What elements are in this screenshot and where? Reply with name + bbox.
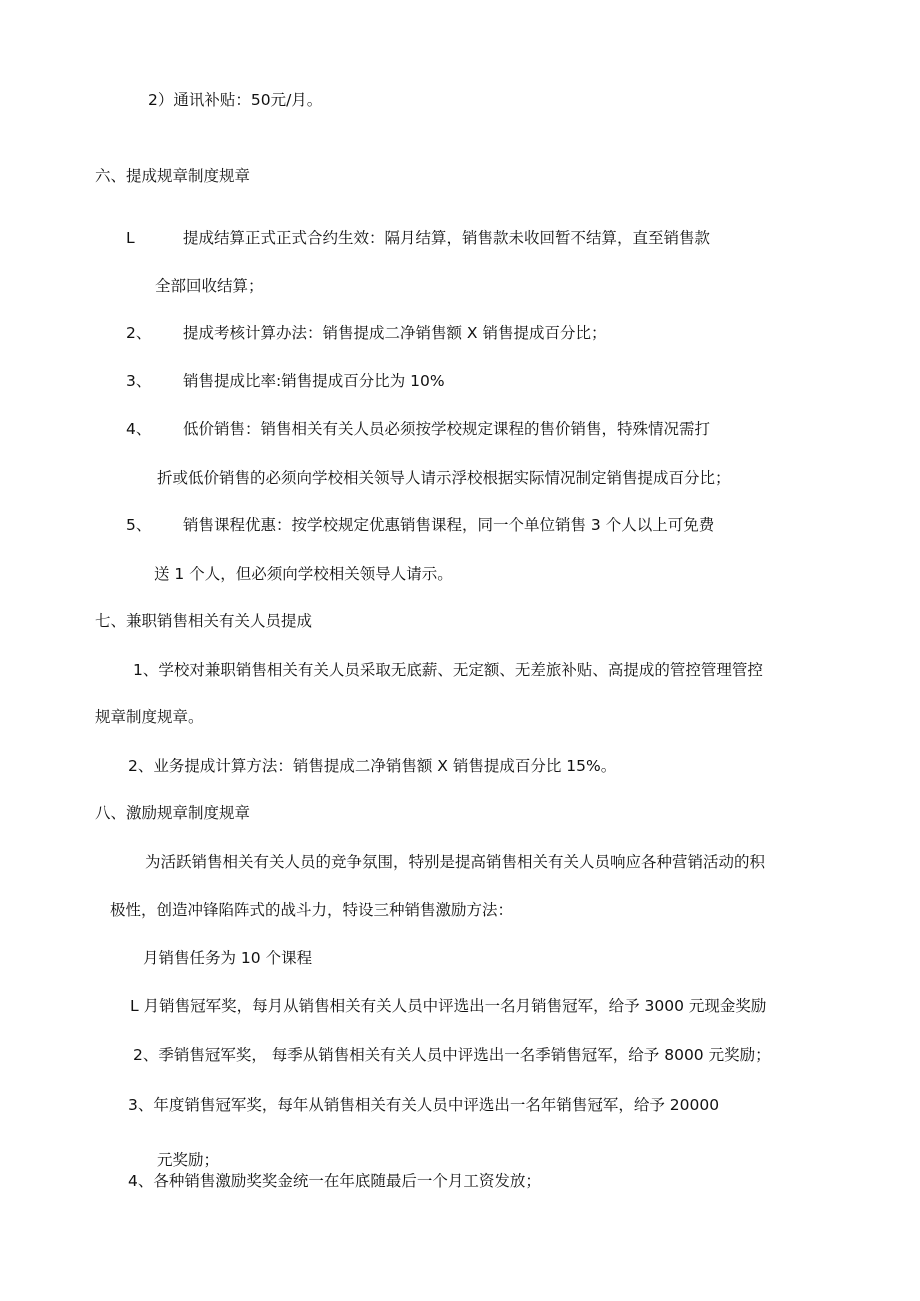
sec7-item2-text: 2、业务提成计算方法：销售提成二净销售额 X 销售提成百分比 15%。 — [128, 757, 617, 775]
section-8-title: 八、激励规章制度规章 — [95, 804, 251, 822]
sec6-item4-number: 4、 — [126, 420, 152, 438]
sec8-intro-continuation: 极性，创造冲锋陷阵式的战斗力，特设三种销售激励方法： — [110, 901, 514, 919]
sec7-item1-text: 1、学校对兼职销售相关有关人员采取无底薪、无定额、无差旅补贴、高提成的管控管理管控 — [133, 661, 763, 679]
sec6-item3-number: 3、 — [126, 372, 152, 390]
sec6-item5-continuation: 送 1 个人，但必须向学校相关领导人请示。 — [154, 565, 453, 583]
sec6-item3-text: 销售提成比率:销售提成百分比为 10% — [183, 372, 445, 390]
sec6-item1-number: L — [126, 229, 135, 247]
sec6-item1-text: 提成结算正式正式合约生效：隔月结算，销售款未收回暂不结算，直至销售款 — [183, 229, 711, 247]
sec8-award-payment: 4、各种销售激励奖奖金统一在年底随最后一个月工资发放； — [128, 1172, 541, 1190]
sec8-monthly-award: L 月销售冠军奖，每月从销售相关有关人员中评选出一名月销售冠军，给予 3000 元现金奖励 — [130, 997, 767, 1015]
section-7-title: 七、兼职销售相关有关人员提成 — [95, 612, 313, 630]
sec6-item1-continuation: 全部回收结算； — [155, 277, 264, 295]
sec6-item2-number: 2、 — [126, 324, 152, 342]
sec6-item2-text: 提成考核计算办法：销售提成二净销售额 X 销售提成百分比； — [183, 324, 607, 342]
sec8-intro-text: 为活跃销售相关有关人员的竞争氛围，特别是提高销售相关有关人员响应各种营销活动的积 — [145, 853, 766, 871]
sec6-item5-number: 5、 — [126, 516, 152, 534]
comm-allowance-line: 2）通讯补贴：50元/月。 — [148, 91, 323, 109]
sec8-quarterly-award: 2、季销售冠军奖， 每季从销售相关有关人员中评选出一名季销售冠军，给予 8000 元奖励； — [133, 1046, 771, 1064]
sec6-item5-text: 销售课程优惠：按学校规定优惠销售课程，同一个单位销售 3 个人以上可免费 — [183, 516, 715, 534]
sec6-item4-text: 低价销售：销售相关有关人员必须按学校规定课程的售价销售，特殊情况需打 — [183, 420, 711, 438]
sec8-annual-award: 3、年度销售冠军奖，每年从销售相关有关人员中评选出一名年销售冠军，给予 20000 — [128, 1096, 720, 1114]
sec8-sales-task: 月销售任务为 10 个课程 — [143, 949, 313, 967]
sec6-item4-continuation: 折或低价销售的必须向学校相关领导人请示浮校根据实际情况制定销售提成百分比； — [157, 469, 731, 487]
sec8-annual-award-continuation: 元奖励； — [157, 1151, 220, 1169]
section-6-title: 六、提成规章制度规章 — [95, 167, 251, 185]
sec7-item1-continuation: 规章制度规章。 — [95, 708, 204, 726]
